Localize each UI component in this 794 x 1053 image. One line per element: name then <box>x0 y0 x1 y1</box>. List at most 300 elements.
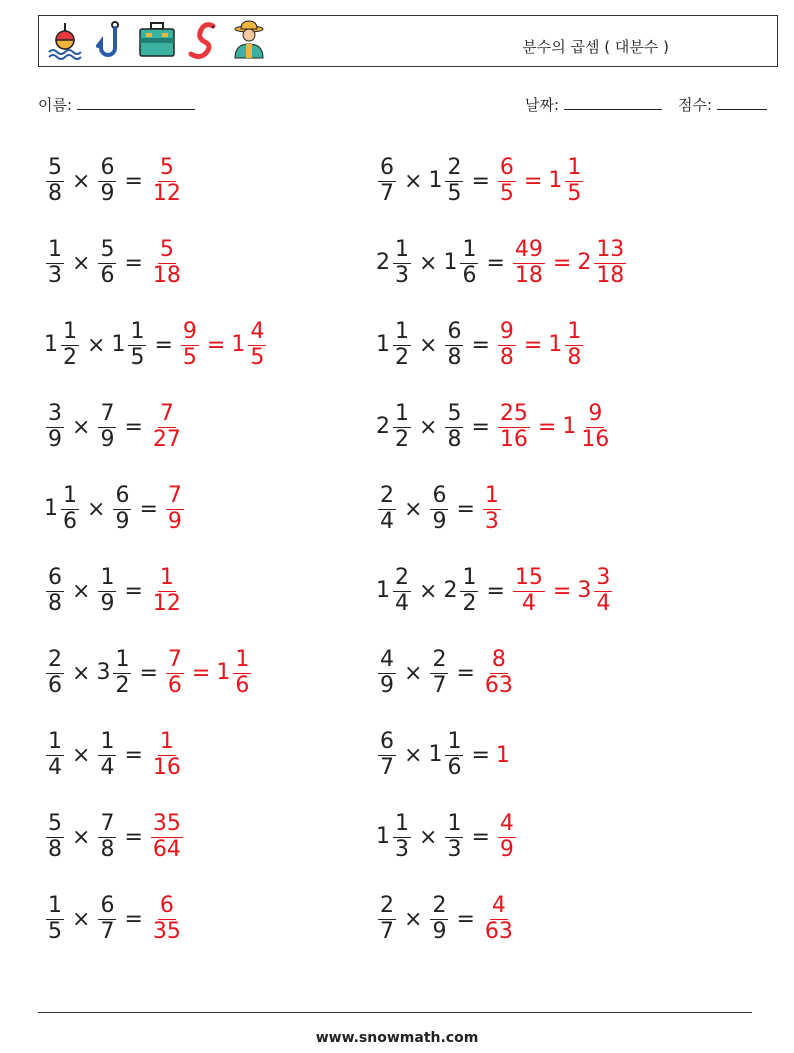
numerator: 5 <box>159 236 174 262</box>
times-sign: × <box>87 332 106 358</box>
problem-row <box>376 386 628 468</box>
operand-a <box>376 156 398 206</box>
numerator: 1 <box>48 236 62 262</box>
denominator: 2 <box>395 344 409 370</box>
fraction <box>393 320 411 370</box>
denominator: 5 <box>182 344 197 370</box>
denominator: 5 <box>499 180 514 206</box>
answer-fraction <box>496 402 532 452</box>
numerator: 8 <box>491 646 506 672</box>
denominator: 9 <box>432 508 447 534</box>
fraction <box>594 238 626 288</box>
fraction <box>393 402 411 452</box>
times-sign: × <box>404 742 423 768</box>
denominator: 3 <box>395 836 409 862</box>
fraction <box>46 894 64 944</box>
equals-sign: = <box>124 824 143 850</box>
equals-sign: = <box>537 414 557 440</box>
numerator: 6 <box>380 728 394 754</box>
operand-a <box>44 484 81 534</box>
problem-row <box>44 222 268 304</box>
numerator: 1 <box>567 318 582 344</box>
whole-number: 1 <box>231 332 246 357</box>
denominator: 2 <box>462 590 477 616</box>
fraction <box>483 894 515 944</box>
fraction <box>98 238 116 288</box>
denominator: 2 <box>395 426 409 452</box>
whole-number: 1 <box>495 742 510 768</box>
numerator: 7 <box>167 646 182 672</box>
operand-a <box>376 894 398 944</box>
denominator: 3 <box>447 836 462 862</box>
numerator: 4 <box>380 646 394 672</box>
fraction <box>61 484 79 534</box>
problem-row <box>376 140 628 222</box>
fraction <box>498 320 516 370</box>
fishing-bobber-icon <box>45 20 85 60</box>
whole-number: 2 <box>577 250 592 275</box>
times-sign: × <box>404 168 423 194</box>
numerator: 6 <box>432 482 447 508</box>
numerator: 6 <box>447 318 462 344</box>
numerator: 1 <box>395 236 409 262</box>
times-sign: × <box>419 824 438 850</box>
numerator: 7 <box>159 400 174 426</box>
answer-fraction <box>149 566 185 616</box>
denominator: 64 <box>152 836 181 862</box>
whole-number: 1 <box>376 332 390 357</box>
whole-number: 1 <box>216 660 231 685</box>
answer-mixed <box>548 320 585 370</box>
denominator: 3 <box>48 262 62 288</box>
equals-sign: = <box>139 660 158 686</box>
operand-a <box>376 648 398 698</box>
answer-fraction <box>496 320 518 370</box>
problem-row <box>376 468 628 550</box>
fraction <box>445 320 463 370</box>
numerator: 6 <box>499 154 514 180</box>
fraction <box>393 566 411 616</box>
fraction <box>460 238 478 288</box>
denominator: 5 <box>250 344 265 370</box>
denominator: 5 <box>447 180 462 206</box>
numerator: 1 <box>447 728 462 754</box>
denominator: 4 <box>521 590 536 616</box>
numerator: 1 <box>48 892 62 918</box>
fraction <box>98 566 116 616</box>
date-field[interactable] <box>525 94 662 115</box>
fraction <box>445 812 463 862</box>
fraction <box>128 320 146 370</box>
denominator: 8 <box>48 590 62 616</box>
whole-number: 1 <box>548 168 563 193</box>
times-sign: × <box>87 496 106 522</box>
denominator: 63 <box>484 672 513 698</box>
fraction <box>378 894 396 944</box>
times-sign: × <box>72 660 91 686</box>
equals-sign: = <box>124 742 143 768</box>
fraction <box>151 730 183 780</box>
denominator: 4 <box>395 590 409 616</box>
numerator: 1 <box>235 646 250 672</box>
fraction <box>151 156 183 206</box>
fraction <box>378 648 396 698</box>
numerator: 7 <box>167 482 182 508</box>
problem-row <box>44 878 268 960</box>
numerator: 1 <box>447 810 462 836</box>
fraction <box>46 566 64 616</box>
operand-a <box>44 156 66 206</box>
problem-row <box>44 468 268 550</box>
problem-row <box>376 632 628 714</box>
denominator: 6 <box>462 262 477 288</box>
whole-number: 3 <box>577 578 592 603</box>
operand-a <box>44 320 81 370</box>
denominator: 6 <box>63 508 77 534</box>
numerator: 35 <box>152 810 181 836</box>
numerator: 49 <box>514 236 543 262</box>
fraction <box>113 484 131 534</box>
operand-b <box>443 566 480 616</box>
name-blank[interactable] <box>77 95 195 110</box>
operand-b <box>428 648 450 698</box>
numerator: 5 <box>100 236 115 262</box>
operand-b <box>443 812 465 862</box>
numerator: 2 <box>380 482 394 508</box>
fraction <box>579 402 611 452</box>
operand-b <box>111 484 133 534</box>
answer-mixed <box>577 238 628 288</box>
denominator: 9 <box>100 590 115 616</box>
equals-sign: = <box>486 250 505 276</box>
denominator: 7 <box>380 180 394 206</box>
numerator: 1 <box>462 564 477 590</box>
denominator: 4 <box>48 754 62 780</box>
fraction <box>46 402 64 452</box>
answer-fraction <box>149 156 185 206</box>
equals-sign: = <box>124 414 143 440</box>
fraction <box>594 566 612 616</box>
numerator: 1 <box>462 236 477 262</box>
whole-number: 2 <box>376 414 390 439</box>
numerator: 1 <box>159 728 174 754</box>
times-sign: × <box>72 414 91 440</box>
operand-a <box>376 238 413 288</box>
denominator: 16 <box>581 426 610 452</box>
whole-number: 3 <box>96 660 111 685</box>
numerator: 2 <box>432 892 447 918</box>
fraction <box>430 648 448 698</box>
fraction <box>378 484 396 534</box>
whole-number: 1 <box>428 742 443 767</box>
operand-b <box>428 156 465 206</box>
numerator: 1 <box>484 482 499 508</box>
denominator: 2 <box>63 344 77 370</box>
operand-b <box>96 730 118 780</box>
fraction <box>483 484 501 534</box>
whole-number: 1 <box>562 414 577 439</box>
denominator: 9 <box>432 918 447 944</box>
operand-b <box>443 320 465 370</box>
denominator: 4 <box>380 508 394 534</box>
operand-a <box>376 812 413 862</box>
numerator: 5 <box>48 154 62 180</box>
numerator: 1 <box>567 154 582 180</box>
whole-number: 1 <box>44 332 58 357</box>
equals-sign: = <box>471 332 490 358</box>
whole-number: 1 <box>548 332 563 357</box>
score-field[interactable] <box>678 94 767 115</box>
denominator: 4 <box>596 590 611 616</box>
times-sign: × <box>72 742 91 768</box>
equals-sign: = <box>124 906 143 932</box>
denominator: 6 <box>235 672 250 698</box>
denominator: 18 <box>514 262 543 288</box>
times-sign: × <box>72 906 91 932</box>
times-sign: × <box>72 578 91 604</box>
numerator: 15 <box>514 564 543 590</box>
equals-sign: = <box>471 742 490 768</box>
numerator: 3 <box>596 564 611 590</box>
problems-column-right <box>376 140 628 960</box>
fraction <box>46 730 64 780</box>
numerator: 9 <box>182 318 197 344</box>
whole-number: 1 <box>111 332 126 357</box>
numerator: 1 <box>100 728 115 754</box>
numerator: 1 <box>395 400 409 426</box>
numerator: 25 <box>499 400 528 426</box>
fraction <box>393 238 411 288</box>
fraction <box>181 320 199 370</box>
numerator: 13 <box>596 236 625 262</box>
numerator: 1 <box>115 646 130 672</box>
numerator: 6 <box>48 564 62 590</box>
denominator: 6 <box>100 262 115 288</box>
operand-a <box>44 238 66 288</box>
denominator: 7 <box>380 754 394 780</box>
numerator: 2 <box>432 646 447 672</box>
problem-row <box>44 550 268 632</box>
numerator: 6 <box>100 892 115 918</box>
equals-sign: = <box>154 332 173 358</box>
fraction <box>233 648 251 698</box>
fraction <box>151 238 183 288</box>
operand-b <box>428 730 465 780</box>
times-sign: × <box>72 824 91 850</box>
fraction <box>98 894 116 944</box>
problem-row <box>44 140 268 222</box>
denominator: 4 <box>100 754 115 780</box>
denominator: 18 <box>596 262 625 288</box>
operand-b <box>111 320 148 370</box>
numerator: 6 <box>100 154 115 180</box>
numerator: 9 <box>499 318 514 344</box>
numerator: 2 <box>380 892 394 918</box>
fraction <box>378 156 396 206</box>
fraction <box>445 156 463 206</box>
numerator: 4 <box>250 318 265 344</box>
fraction <box>61 320 79 370</box>
operand-b <box>96 894 118 944</box>
answer-mixed <box>548 156 585 206</box>
denominator: 9 <box>115 508 130 534</box>
operand-a <box>376 730 398 780</box>
denominator: 63 <box>484 918 513 944</box>
operand-b <box>96 812 118 862</box>
denominator: 2 <box>115 672 130 698</box>
denominator: 9 <box>100 180 115 206</box>
fraction <box>565 320 583 370</box>
numerator: 1 <box>63 482 77 508</box>
fraction <box>393 812 411 862</box>
fraction <box>498 402 530 452</box>
problem-row <box>44 304 268 386</box>
whole-number: 1 <box>376 578 390 603</box>
fraction <box>98 730 116 780</box>
times-sign: × <box>404 660 423 686</box>
problem-row <box>44 714 268 796</box>
fraction <box>513 238 545 288</box>
header-box <box>38 15 778 67</box>
denominator: 7 <box>380 918 394 944</box>
denominator: 3 <box>395 262 409 288</box>
operand-b <box>96 402 118 452</box>
answer-fraction <box>481 894 517 944</box>
times-sign: × <box>419 250 438 276</box>
problem-row <box>376 878 628 960</box>
answer-fraction <box>149 238 185 288</box>
denominator: 6 <box>48 672 62 698</box>
answer-mixed <box>216 648 253 698</box>
numerator: 2 <box>395 564 409 590</box>
sheet-title: 분수의 곱셈 ( 대분수 ) <box>522 38 669 56</box>
fraction <box>151 402 183 452</box>
denominator: 9 <box>499 836 514 862</box>
whole-number: 1 <box>44 496 58 521</box>
fraction <box>166 484 184 534</box>
whole-number: 1 <box>443 250 458 275</box>
answer-fraction <box>149 894 185 944</box>
name-label: 이름: <box>38 96 73 114</box>
worm-icon <box>183 20 223 60</box>
answer-fraction <box>496 743 511 768</box>
problem-row <box>376 714 628 796</box>
denominator: 8 <box>100 836 115 862</box>
score-blank[interactable] <box>717 95 767 110</box>
answer-fraction <box>179 320 201 370</box>
numerator: 4 <box>499 810 514 836</box>
fraction <box>113 648 131 698</box>
fraction <box>498 156 516 206</box>
denominator: 12 <box>152 180 181 206</box>
operand-b <box>443 238 480 288</box>
numerator: 1 <box>100 564 115 590</box>
answer-fraction <box>511 566 547 616</box>
answer-fraction <box>481 484 503 534</box>
answer-fraction <box>164 648 186 698</box>
fraction <box>483 648 515 698</box>
numerator: 6 <box>159 892 174 918</box>
answer-fraction <box>149 812 185 862</box>
denominator: 8 <box>567 344 582 370</box>
operand-a <box>376 402 413 452</box>
operand-a <box>44 566 66 616</box>
fraction <box>151 812 183 862</box>
name-field[interactable] <box>38 94 195 115</box>
whole-number: 2 <box>443 578 458 603</box>
numerator: 7 <box>100 810 115 836</box>
problems-column-left <box>44 140 268 960</box>
answer-fraction <box>164 484 186 534</box>
answer-fraction <box>496 812 518 862</box>
tackle-box-icon <box>137 20 177 60</box>
fraction <box>46 648 64 698</box>
answer-mixed <box>231 320 268 370</box>
numerator: 6 <box>115 482 130 508</box>
answer-fraction <box>481 648 517 698</box>
denominator: 27 <box>152 426 181 452</box>
operand-b <box>443 402 465 452</box>
fishing-hook-icon <box>91 20 131 60</box>
numerator: 1 <box>63 318 77 344</box>
fraction <box>498 812 516 862</box>
problem-row <box>376 796 628 878</box>
fraction <box>565 156 583 206</box>
equals-sign: = <box>139 496 158 522</box>
operand-a <box>44 648 66 698</box>
numerator: 1 <box>395 810 409 836</box>
fraction <box>430 894 448 944</box>
equals-sign: = <box>523 332 543 358</box>
denominator: 3 <box>484 508 499 534</box>
score-label: 점수: <box>678 96 713 114</box>
fraction <box>460 566 478 616</box>
times-sign: × <box>419 578 438 604</box>
denominator: 8 <box>48 180 62 206</box>
numerator: 1 <box>159 564 174 590</box>
denominator: 7 <box>100 918 115 944</box>
equals-sign: = <box>471 168 490 194</box>
equals-sign: = <box>124 250 143 276</box>
operand-b <box>96 648 133 698</box>
problem-row <box>376 304 628 386</box>
numerator: 2 <box>447 154 462 180</box>
times-sign: × <box>72 250 91 276</box>
problem-row <box>44 632 268 714</box>
times-sign: × <box>72 168 91 194</box>
date-blank[interactable] <box>564 95 662 110</box>
footer-divider <box>38 1012 752 1013</box>
fraction <box>430 484 448 534</box>
denominator: 8 <box>48 836 62 862</box>
denominator: 35 <box>152 918 181 944</box>
operand-a <box>44 812 66 862</box>
operand-b <box>96 566 118 616</box>
operand-b <box>428 894 450 944</box>
fraction <box>151 894 183 944</box>
equals-sign: = <box>486 578 505 604</box>
numerator: 4 <box>491 892 506 918</box>
numerator: 9 <box>588 400 603 426</box>
denominator: 12 <box>152 590 181 616</box>
equals-sign: = <box>124 168 143 194</box>
denominator: 9 <box>48 426 62 452</box>
fraction <box>46 156 64 206</box>
answer-fraction <box>511 238 547 288</box>
fraction <box>151 566 183 616</box>
numerator: 1 <box>395 318 409 344</box>
whole-number: 2 <box>376 250 390 275</box>
